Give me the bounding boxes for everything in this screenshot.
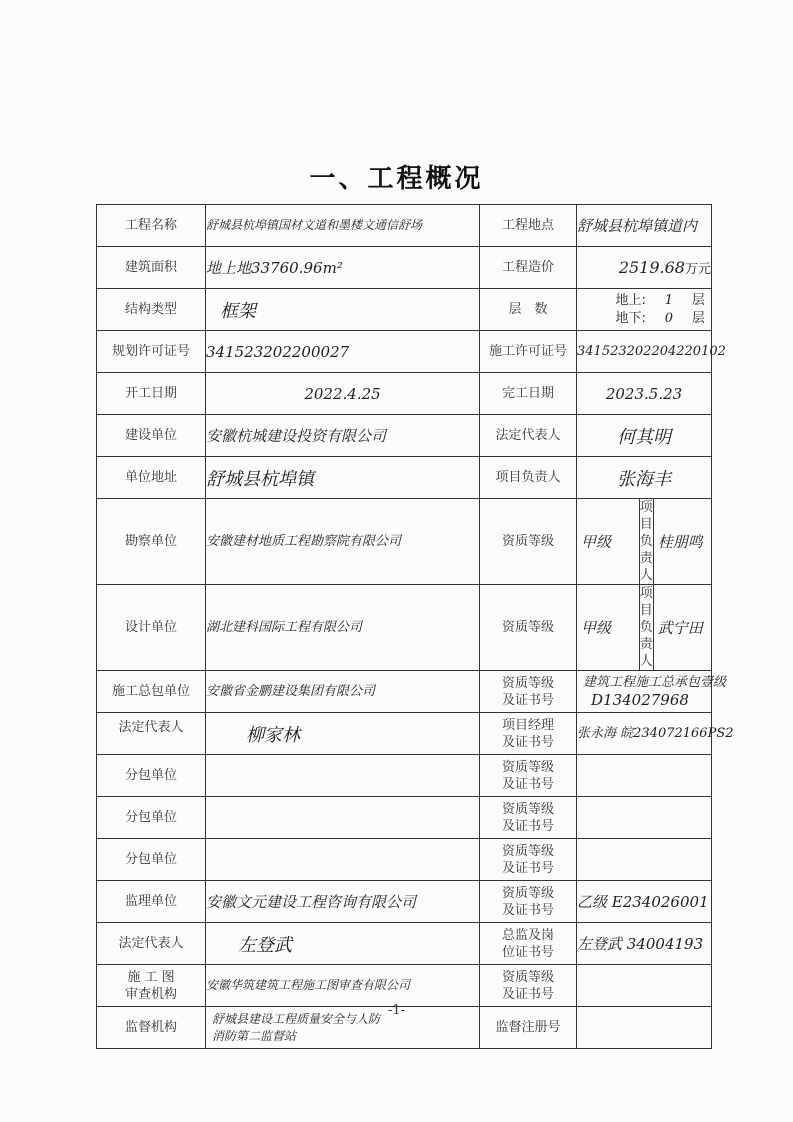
sup-legal-rep-value: 左登武 — [206, 923, 480, 965]
completion-date-value: 2023.5.23 — [577, 373, 712, 415]
sup-post-value: 左登武 34004193 — [577, 923, 712, 965]
project-cost-value: 2519.68 — [618, 258, 685, 277]
floors-below-unit: 层 — [691, 310, 705, 326]
row-owner — [97, 415, 712, 457]
planning-permit-value: 341523202200027 — [206, 331, 480, 373]
sub1-qual-value — [577, 755, 712, 797]
sub1-qual-label-line1: 资质等级 — [501, 759, 554, 775]
project-manager-value: 张海丰 — [577, 457, 712, 499]
supervision-qual-label-line2: 及证书号 — [501, 902, 554, 918]
floors-above-value: 1 — [664, 292, 674, 308]
construction-permit-value: 341523202204220102 — [577, 331, 712, 373]
supervision-agency-label: 监督机构 — [97, 1007, 206, 1049]
row-gc-legal — [97, 713, 712, 755]
design-unit-value: 湖北建科国际工程有限公司 — [206, 585, 480, 671]
sub3-value — [206, 839, 480, 881]
construction-permit-label: 施工许可证号 — [480, 331, 577, 373]
project-manager-label: 项目负责人 — [480, 457, 577, 499]
sub2-value — [206, 797, 480, 839]
row-sup-legal — [97, 923, 712, 965]
sub3-qual-label-line1: 资质等级 — [501, 843, 554, 859]
sup-legal-rep-label: 法定代表人 — [97, 923, 206, 965]
drawing-review-qual-label — [480, 965, 577, 1007]
supervision-qual-value: 乙级 E234026001 — [577, 881, 712, 923]
gc-legal-rep-value: 柳家林 — [206, 713, 480, 755]
row-dates — [97, 373, 712, 415]
floors-above-label: 地上: — [615, 292, 646, 308]
start-date-label: 开工日期 — [97, 373, 206, 415]
row-general-contractor — [97, 671, 712, 713]
supervision-reg-label: 监督注册号 — [480, 1007, 577, 1049]
sub3-label: 分包单位 — [97, 839, 206, 881]
sup-post-label — [480, 923, 577, 965]
sub1-value — [206, 755, 480, 797]
legal-rep-label: 法定代表人 — [480, 415, 577, 457]
building-area-value: 地上地33760.96m² — [206, 247, 480, 289]
gc-qual-value-line1: 建筑工程施工总承包壹级 — [583, 675, 727, 690]
project-cost-unit: 万元 — [684, 262, 711, 277]
floors-above-unit: 层 — [691, 292, 705, 308]
row-structure — [97, 289, 712, 331]
survey-qual-cell — [577, 499, 712, 585]
drawing-review-label-line2: 审查机构 — [124, 986, 177, 1002]
gc-pm-label-line2: 及证书号 — [501, 734, 554, 750]
design-unit-label: 设计单位 — [97, 585, 206, 671]
project-location-label: 工程地点 — [480, 205, 577, 247]
sub2-label: 分包单位 — [97, 797, 206, 839]
row-supervision — [97, 881, 712, 923]
general-contractor-label: 施工总包单位 — [97, 671, 206, 713]
floors-below-row — [577, 310, 711, 328]
structure-type-label: 结构类型 — [97, 289, 206, 331]
building-area-label: 建筑面积 — [97, 247, 206, 289]
design-pm-label: 项目负责人 — [639, 586, 653, 669]
gc-qual-value-line2: D134027968 — [591, 691, 689, 709]
drawing-review-qual-label-line2: 及证书号 — [501, 986, 554, 1002]
sub1-qual-label — [480, 755, 577, 797]
survey-qual-value: 甲级 — [577, 499, 640, 584]
gc-pm-label — [480, 713, 577, 755]
supervision-qual-label — [480, 881, 577, 923]
drawing-review-label — [97, 965, 206, 1007]
survey-pm-label: 项目负责人 — [639, 500, 653, 583]
gc-qual-label — [480, 671, 577, 713]
supervision-qual-label-line1: 资质等级 — [501, 885, 554, 901]
sub2-qual-value — [577, 797, 712, 839]
drawing-review-label-line1: 施 工 图 — [127, 969, 175, 985]
legal-rep-value: 何其明 — [577, 415, 712, 457]
gc-pm-value: 张永海 皖234072166PS2 — [577, 713, 712, 755]
supervision-agency-value-line2: 消防第二监督站 — [212, 1028, 297, 1043]
owner-unit-label: 建设单位 — [97, 415, 206, 457]
page-number: -1- — [387, 1003, 406, 1018]
floors-below-label: 地下: — [615, 310, 646, 326]
floors-label: 层 数 — [480, 289, 577, 331]
survey-pm-value: 桂朋鸣 — [657, 533, 703, 551]
drawing-review-qual-label-line1: 资质等级 — [501, 969, 554, 985]
general-contractor-value: 安徽省金鹏建设集团有限公司 — [206, 671, 480, 713]
row-address — [97, 457, 712, 499]
floors-above-row — [577, 292, 711, 310]
sub3-qual-value — [577, 839, 712, 881]
gc-qual-label-line1: 资质等级 — [501, 675, 554, 691]
sub3-qual-label-line2: 及证书号 — [501, 860, 554, 876]
supervision-unit-value: 安徽文元建设工程咨询有限公司 — [206, 881, 480, 923]
sub1-qual-label-line2: 及证书号 — [501, 776, 554, 792]
floors-cell — [577, 289, 712, 331]
start-date-value: 2022.4.25 — [206, 373, 480, 415]
row-sub3 — [97, 839, 712, 881]
row-survey — [97, 499, 712, 585]
supervision-unit-label: 监理单位 — [97, 881, 206, 923]
design-qual-value: 甲级 — [577, 585, 640, 670]
sub2-qual-label-line1: 资质等级 — [501, 801, 554, 817]
project-name-label: 工程名称 — [97, 205, 206, 247]
sub2-qual-label — [480, 797, 577, 839]
drawing-review-qual-value — [577, 965, 712, 1007]
row-permits — [97, 331, 712, 373]
unit-address-value: 舒城县杭埠镇 — [206, 457, 480, 499]
gc-legal-rep-label: 法定代表人 — [97, 713, 206, 755]
page-title: 一、工程概况 — [309, 164, 484, 194]
row-sub2 — [97, 797, 712, 839]
unit-address-label: 单位地址 — [97, 457, 206, 499]
design-qual-cell — [577, 585, 712, 671]
gc-pm-label-line1: 项目经理 — [501, 717, 554, 733]
planning-permit-label: 规划许可证号 — [97, 331, 206, 373]
sub3-qual-label — [480, 839, 577, 881]
supervision-agency-value-line1: 舒城县建设工程质量安全与人防 — [212, 1011, 381, 1026]
project-cost-cell — [577, 247, 712, 289]
sup-post-label-line2: 位证书号 — [501, 944, 554, 960]
drawing-review-value: 安徽华筑建筑工程施工图审查有限公司 — [206, 965, 480, 1007]
row-building-area — [97, 247, 712, 289]
project-location-value: 舒城县杭埠镇道内 — [577, 205, 712, 247]
completion-date-label: 完工日期 — [480, 373, 577, 415]
structure-type-value: 框架 — [206, 289, 480, 331]
sup-post-label-line1: 总监及岗 — [501, 927, 554, 943]
design-pm-value: 武宁田 — [657, 619, 703, 637]
row-design — [97, 585, 712, 671]
row-drawing-review — [97, 965, 712, 1007]
project-cost-label: 工程造价 — [480, 247, 577, 289]
project-name-value: 舒城县杭埠镇国材文道和墨楼文通信舒场 — [206, 205, 480, 247]
gc-qual-label-line2: 及证书号 — [501, 692, 554, 708]
row-sub1 — [97, 755, 712, 797]
owner-unit-value: 安徽杭城建设投资有限公司 — [206, 415, 480, 457]
floors-below-value: 0 — [664, 310, 674, 326]
survey-unit-label: 勘察单位 — [97, 499, 206, 585]
sub1-label: 分包单位 — [97, 755, 206, 797]
project-overview-table — [96, 204, 734, 1049]
sub2-qual-label-line2: 及证书号 — [501, 818, 554, 834]
survey-unit-value: 安徽建材地质工程勘察院有限公司 — [206, 499, 480, 585]
design-qual-label: 资质等级 — [480, 585, 577, 671]
gc-qual-cell — [577, 671, 727, 713]
row-project-name — [97, 205, 712, 247]
survey-qual-label: 资质等级 — [480, 499, 577, 585]
